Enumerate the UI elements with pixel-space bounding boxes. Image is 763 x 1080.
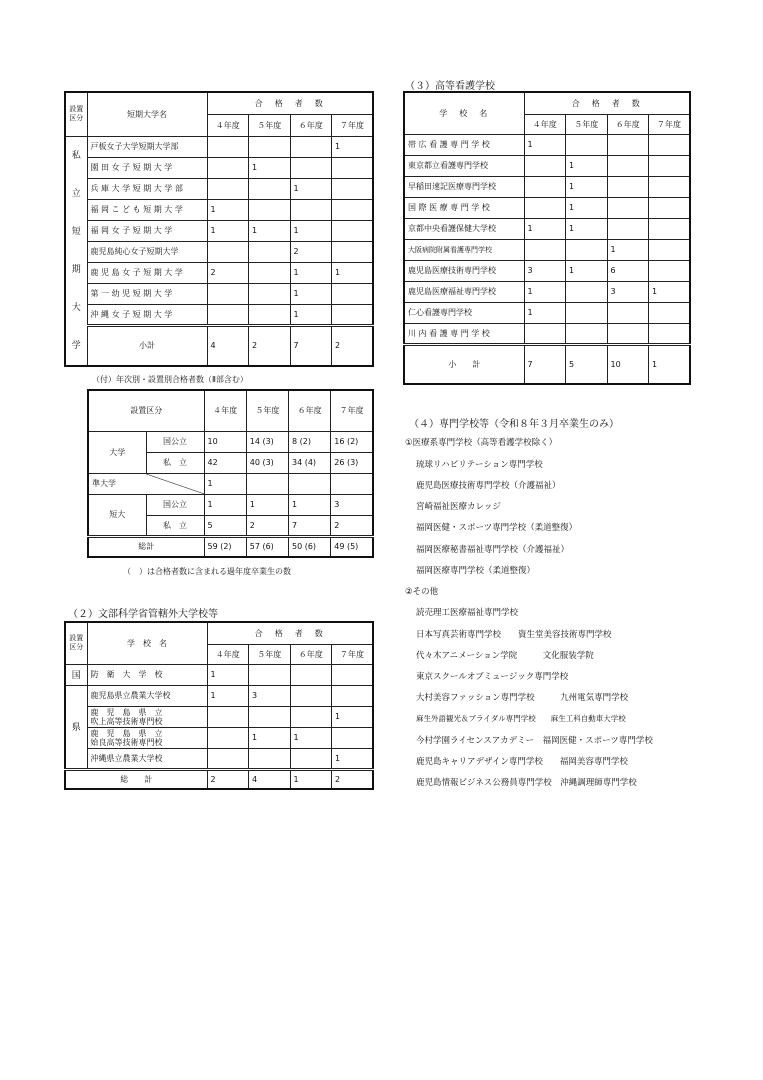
section-3-title: （３）高等看護学校	[405, 81, 495, 92]
cell: 8 (2)	[289, 431, 331, 452]
list-item: 琉球リハビリテーション専門学校	[416, 460, 543, 470]
year-header: ４年度	[204, 390, 246, 431]
list-item: 鹿児島医療技術専門学校（介護福祉）	[416, 481, 561, 491]
cell	[207, 706, 249, 727]
cell: 3	[249, 685, 291, 706]
college-name: 福 岡 女 子 短 期 大 学	[87, 220, 207, 241]
subtotal-label: 小計	[87, 325, 207, 365]
year-header: ５年度	[246, 390, 288, 431]
college-name: 鹿児島純心女子短期大学	[87, 241, 207, 262]
section-2-title: （２）文部科学省管轄外大学校等	[68, 609, 218, 620]
year-header: ５年度	[566, 114, 608, 134]
section-4-title: （４）専門学校等（令和８年３月卒業生のみ）	[409, 419, 619, 430]
year-header: ７年度	[332, 114, 374, 136]
cell: 1	[249, 157, 291, 178]
cell: 6	[607, 260, 649, 281]
cell: 1	[524, 134, 566, 155]
cell: 59 (2)	[204, 536, 246, 557]
cell: 5	[204, 515, 246, 536]
cell	[207, 157, 249, 178]
name-header: 学 校 名	[404, 92, 524, 134]
passers-header: 合 格 者 数	[207, 622, 373, 644]
cell	[249, 178, 291, 199]
cell	[649, 218, 691, 239]
prefectural-label: 県	[65, 685, 87, 769]
cell: 1	[290, 178, 332, 199]
prep-university-label: 準大学	[88, 473, 204, 494]
cell: 1	[290, 262, 332, 283]
cell	[607, 176, 649, 197]
cell: 50 (6)	[289, 536, 331, 557]
cell: 40 (3)	[246, 452, 288, 473]
cell	[332, 220, 374, 241]
cell	[566, 134, 608, 155]
cell	[524, 239, 566, 260]
cell	[332, 199, 374, 220]
cell: 1	[332, 262, 374, 283]
cell	[332, 241, 374, 262]
list-item: 福岡医健・スポーツ専門学校（柔道整復）	[416, 523, 578, 533]
nursing-school-table	[403, 91, 691, 385]
cell: 1	[566, 197, 608, 218]
year-header: ７年度	[332, 644, 374, 664]
cell	[649, 302, 691, 323]
cell: 1	[332, 136, 374, 157]
cell	[607, 134, 649, 155]
cell: 1	[566, 218, 608, 239]
cell	[290, 136, 332, 157]
cell	[332, 157, 374, 178]
year-header: ７年度	[331, 390, 373, 431]
cell	[524, 176, 566, 197]
cell	[249, 241, 291, 262]
cell	[207, 727, 249, 748]
school-name: 鹿児島県立農業大学校	[87, 685, 207, 706]
cell	[290, 664, 332, 685]
cell	[524, 197, 566, 218]
school-name: 川 内 看 護 専 門 学 校	[404, 323, 524, 344]
cell: 1	[607, 239, 649, 260]
cell	[332, 664, 374, 685]
college-name: 沖 縄 女 子 短 期 大 学	[87, 304, 207, 325]
cell: 14 (3)	[246, 431, 288, 452]
cell: 5	[566, 344, 608, 384]
summary-table	[87, 389, 374, 558]
cell	[207, 748, 249, 769]
cell: 1	[204, 494, 246, 515]
cell	[290, 748, 332, 769]
list-item: 日本写真芸術専門学校 資生堂美容技術専門学校	[416, 630, 612, 640]
cell	[249, 136, 291, 157]
list-item: 宮崎福祉医療カレッジ	[416, 502, 501, 512]
cell: 2	[332, 769, 374, 789]
list-item: 代々木アニメーション学院 文化服装学院	[416, 651, 594, 661]
year-header: ６年度	[290, 114, 332, 136]
name-header: 短期大学名	[87, 92, 207, 136]
cell	[332, 178, 374, 199]
cell	[607, 323, 649, 344]
cell: 1	[524, 218, 566, 239]
cell: 42	[204, 452, 246, 473]
cell: 1	[249, 220, 291, 241]
cell: 1	[290, 283, 332, 304]
cell	[524, 323, 566, 344]
cell: 1	[332, 706, 374, 727]
cell: 2	[246, 515, 288, 536]
cell	[566, 281, 608, 302]
year-header: ６年度	[289, 390, 331, 431]
cell	[289, 473, 331, 494]
cell: 1	[249, 727, 291, 748]
cell: 2	[207, 262, 249, 283]
school-name: 東京都立看護専門学校	[404, 155, 524, 176]
national-label: 国	[65, 664, 87, 685]
cell: 3	[524, 260, 566, 281]
cell: 1	[566, 260, 608, 281]
cell	[332, 283, 374, 304]
cell	[290, 199, 332, 220]
cell	[649, 134, 691, 155]
cell: 1	[649, 281, 691, 302]
cell	[207, 178, 249, 199]
college-name: 福 岡 こ ど も 短 期 大 学	[87, 199, 207, 220]
total-label: 総 計	[65, 769, 207, 789]
cell: 1	[207, 664, 249, 685]
cell: 1	[524, 281, 566, 302]
cell: 1	[207, 685, 249, 706]
cell	[649, 260, 691, 281]
cell	[207, 136, 249, 157]
subtotal-label: 小 計	[404, 344, 524, 384]
university-label: 大学	[88, 431, 146, 473]
school-name: 鹿児島医療福祉専門学校	[404, 281, 524, 302]
school-name: 鹿 児 島 県 立 吹上高等技術専門校	[87, 706, 207, 727]
cell	[249, 283, 291, 304]
cell: 1	[290, 304, 332, 325]
cell: 49 (5)	[331, 536, 373, 557]
kubun-header: 設置 区分	[65, 92, 87, 136]
cell	[249, 304, 291, 325]
cell	[649, 239, 691, 260]
cell	[566, 323, 608, 344]
cell	[332, 304, 374, 325]
cell: 2	[290, 241, 332, 262]
cell: 2	[207, 769, 249, 789]
cell: 1	[566, 176, 608, 197]
name-header: 学 校 名	[87, 622, 207, 664]
cell: 1	[207, 220, 249, 241]
list-item: 今村学園ライセンスアカデミー 福岡医健・スポーツ専門学校	[416, 736, 653, 746]
cell: 1	[207, 199, 249, 220]
cell	[607, 218, 649, 239]
cell: 4	[249, 769, 291, 789]
cell	[207, 283, 249, 304]
college-name: 園 田 女 子 短 期 大 学	[87, 157, 207, 178]
cell: 1	[204, 473, 246, 494]
cell: 2	[249, 325, 291, 365]
year-header: ４年度	[207, 644, 249, 664]
cell: 7	[289, 515, 331, 536]
school-name: 大阪病院附属看護専門学校	[404, 239, 524, 260]
cell: 1	[290, 769, 332, 789]
cell	[331, 473, 373, 494]
school-name: 鹿 児 島 県 立 姶良高等技術専門校	[87, 727, 207, 748]
year-header: ６年度	[607, 114, 649, 134]
private-label: 私 立	[146, 452, 204, 473]
cell	[649, 176, 691, 197]
college-name: 兵 庫 大 学 短 期 大 学 部	[87, 178, 207, 199]
list-item: 福岡医療秘書福祉専門学校（介護福祉）	[416, 545, 570, 555]
public-label: 国公立	[146, 494, 204, 515]
cell: 4	[207, 325, 249, 365]
cell	[249, 262, 291, 283]
school-name: 沖縄県立農業大学校	[87, 748, 207, 769]
year-header: ６年度	[290, 644, 332, 664]
cell	[207, 241, 249, 262]
cell	[649, 155, 691, 176]
kubun-header: 設置 区分	[65, 622, 87, 664]
cell	[290, 685, 332, 706]
cell: 1	[290, 220, 332, 241]
cell: 3	[331, 494, 373, 515]
cell: 26 (3)	[331, 452, 373, 473]
list-item: ①医療系専門学校（高等看護学校除く）	[405, 438, 558, 448]
school-name: 国 際 医 療 専 門 学 校	[404, 197, 524, 218]
cell: 1	[566, 155, 608, 176]
list-item: 大村美容ファッション専門学校 九州電気専門学校	[416, 693, 629, 703]
cell: 7	[524, 344, 566, 384]
cell: 1	[649, 344, 691, 384]
cell	[290, 706, 332, 727]
cell: 2	[332, 325, 374, 365]
cell: 1	[289, 494, 331, 515]
public-label: 国公立	[146, 431, 204, 452]
non-mext-table	[64, 621, 374, 790]
cell	[649, 197, 691, 218]
cell: 1	[246, 494, 288, 515]
cell	[566, 302, 608, 323]
cell	[246, 473, 288, 494]
list-item: 東京スクールオブミュージック専門学校	[416, 672, 569, 682]
cell	[249, 706, 291, 727]
list-item: 読売理工医療福祉専門学校	[416, 608, 519, 618]
junior-college-label: 短大	[88, 494, 146, 536]
cell	[649, 323, 691, 344]
cell: 34 (4)	[289, 452, 331, 473]
cell: 7	[290, 325, 332, 365]
cell	[607, 155, 649, 176]
college-name: 鹿 児 島 女 子 短 期 大 学	[87, 262, 207, 283]
school-name: 防 衛 大 学 校	[87, 664, 207, 685]
cell	[249, 748, 291, 769]
private-label: 私 立	[146, 515, 204, 536]
cell: 10	[607, 344, 649, 384]
cell: 10	[204, 431, 246, 452]
cell: 2	[331, 515, 373, 536]
junior-college-table	[64, 91, 374, 367]
list-item: 麻生外語観光＆ブライダル専門学校 麻生工科自動車大学校	[416, 714, 626, 723]
cell	[332, 727, 374, 748]
category-vertical: 私 立 短 期 大 学	[65, 136, 87, 366]
year-header: ４年度	[524, 114, 566, 134]
school-name: 鹿児島医療技術専門学校	[404, 260, 524, 281]
cell	[249, 199, 291, 220]
cell	[249, 664, 291, 685]
list-item: 鹿児島情報ビジネス公務員専門学校 沖縄調理師専門学校	[416, 778, 637, 788]
cell	[566, 239, 608, 260]
list-item: 福岡医療専門学校（柔道整復）	[416, 566, 536, 576]
list-item: ②その他	[405, 587, 439, 597]
cell	[332, 685, 374, 706]
summary-table-title: （付）年次別・設置別合格者数（Ⅱ部含む）	[92, 375, 248, 384]
passers-header: 合 格 者 数	[207, 92, 373, 114]
cell: 3	[607, 281, 649, 302]
cell: 57 (6)	[246, 536, 288, 557]
cell: 1	[290, 727, 332, 748]
school-name: 京都中央看護保健大学校	[404, 218, 524, 239]
school-name: 仁心看護専門学校	[404, 302, 524, 323]
passers-header: 合 格 者 数	[524, 92, 690, 114]
college-name: 第 一 幼 児 短 期 大 学	[87, 283, 207, 304]
cell	[207, 304, 249, 325]
cell: 1	[524, 302, 566, 323]
total-label: 総計	[88, 536, 204, 557]
cell	[290, 157, 332, 178]
summary-table-note: （ ）は合格者数に含まれる過年度卒業生の数	[123, 567, 291, 576]
cell	[524, 155, 566, 176]
year-header: ４年度	[207, 114, 249, 136]
college-name: 戸板女子大学短期大学部	[87, 136, 207, 157]
kubun-header: 設置区分	[88, 390, 204, 431]
cell: 1	[332, 748, 374, 769]
cell	[607, 302, 649, 323]
list-item: 鹿児島キャリアデザイン専門学校 福岡美容専門学校	[416, 757, 628, 767]
school-name: 早稲田速記医療専門学校	[404, 176, 524, 197]
school-name: 帯 広 看 護 専 門 学 校	[404, 134, 524, 155]
cell	[607, 197, 649, 218]
year-header: ５年度	[249, 644, 291, 664]
year-header: ７年度	[649, 114, 691, 134]
cell: 16 (2)	[331, 431, 373, 452]
year-header: ５年度	[249, 114, 291, 136]
